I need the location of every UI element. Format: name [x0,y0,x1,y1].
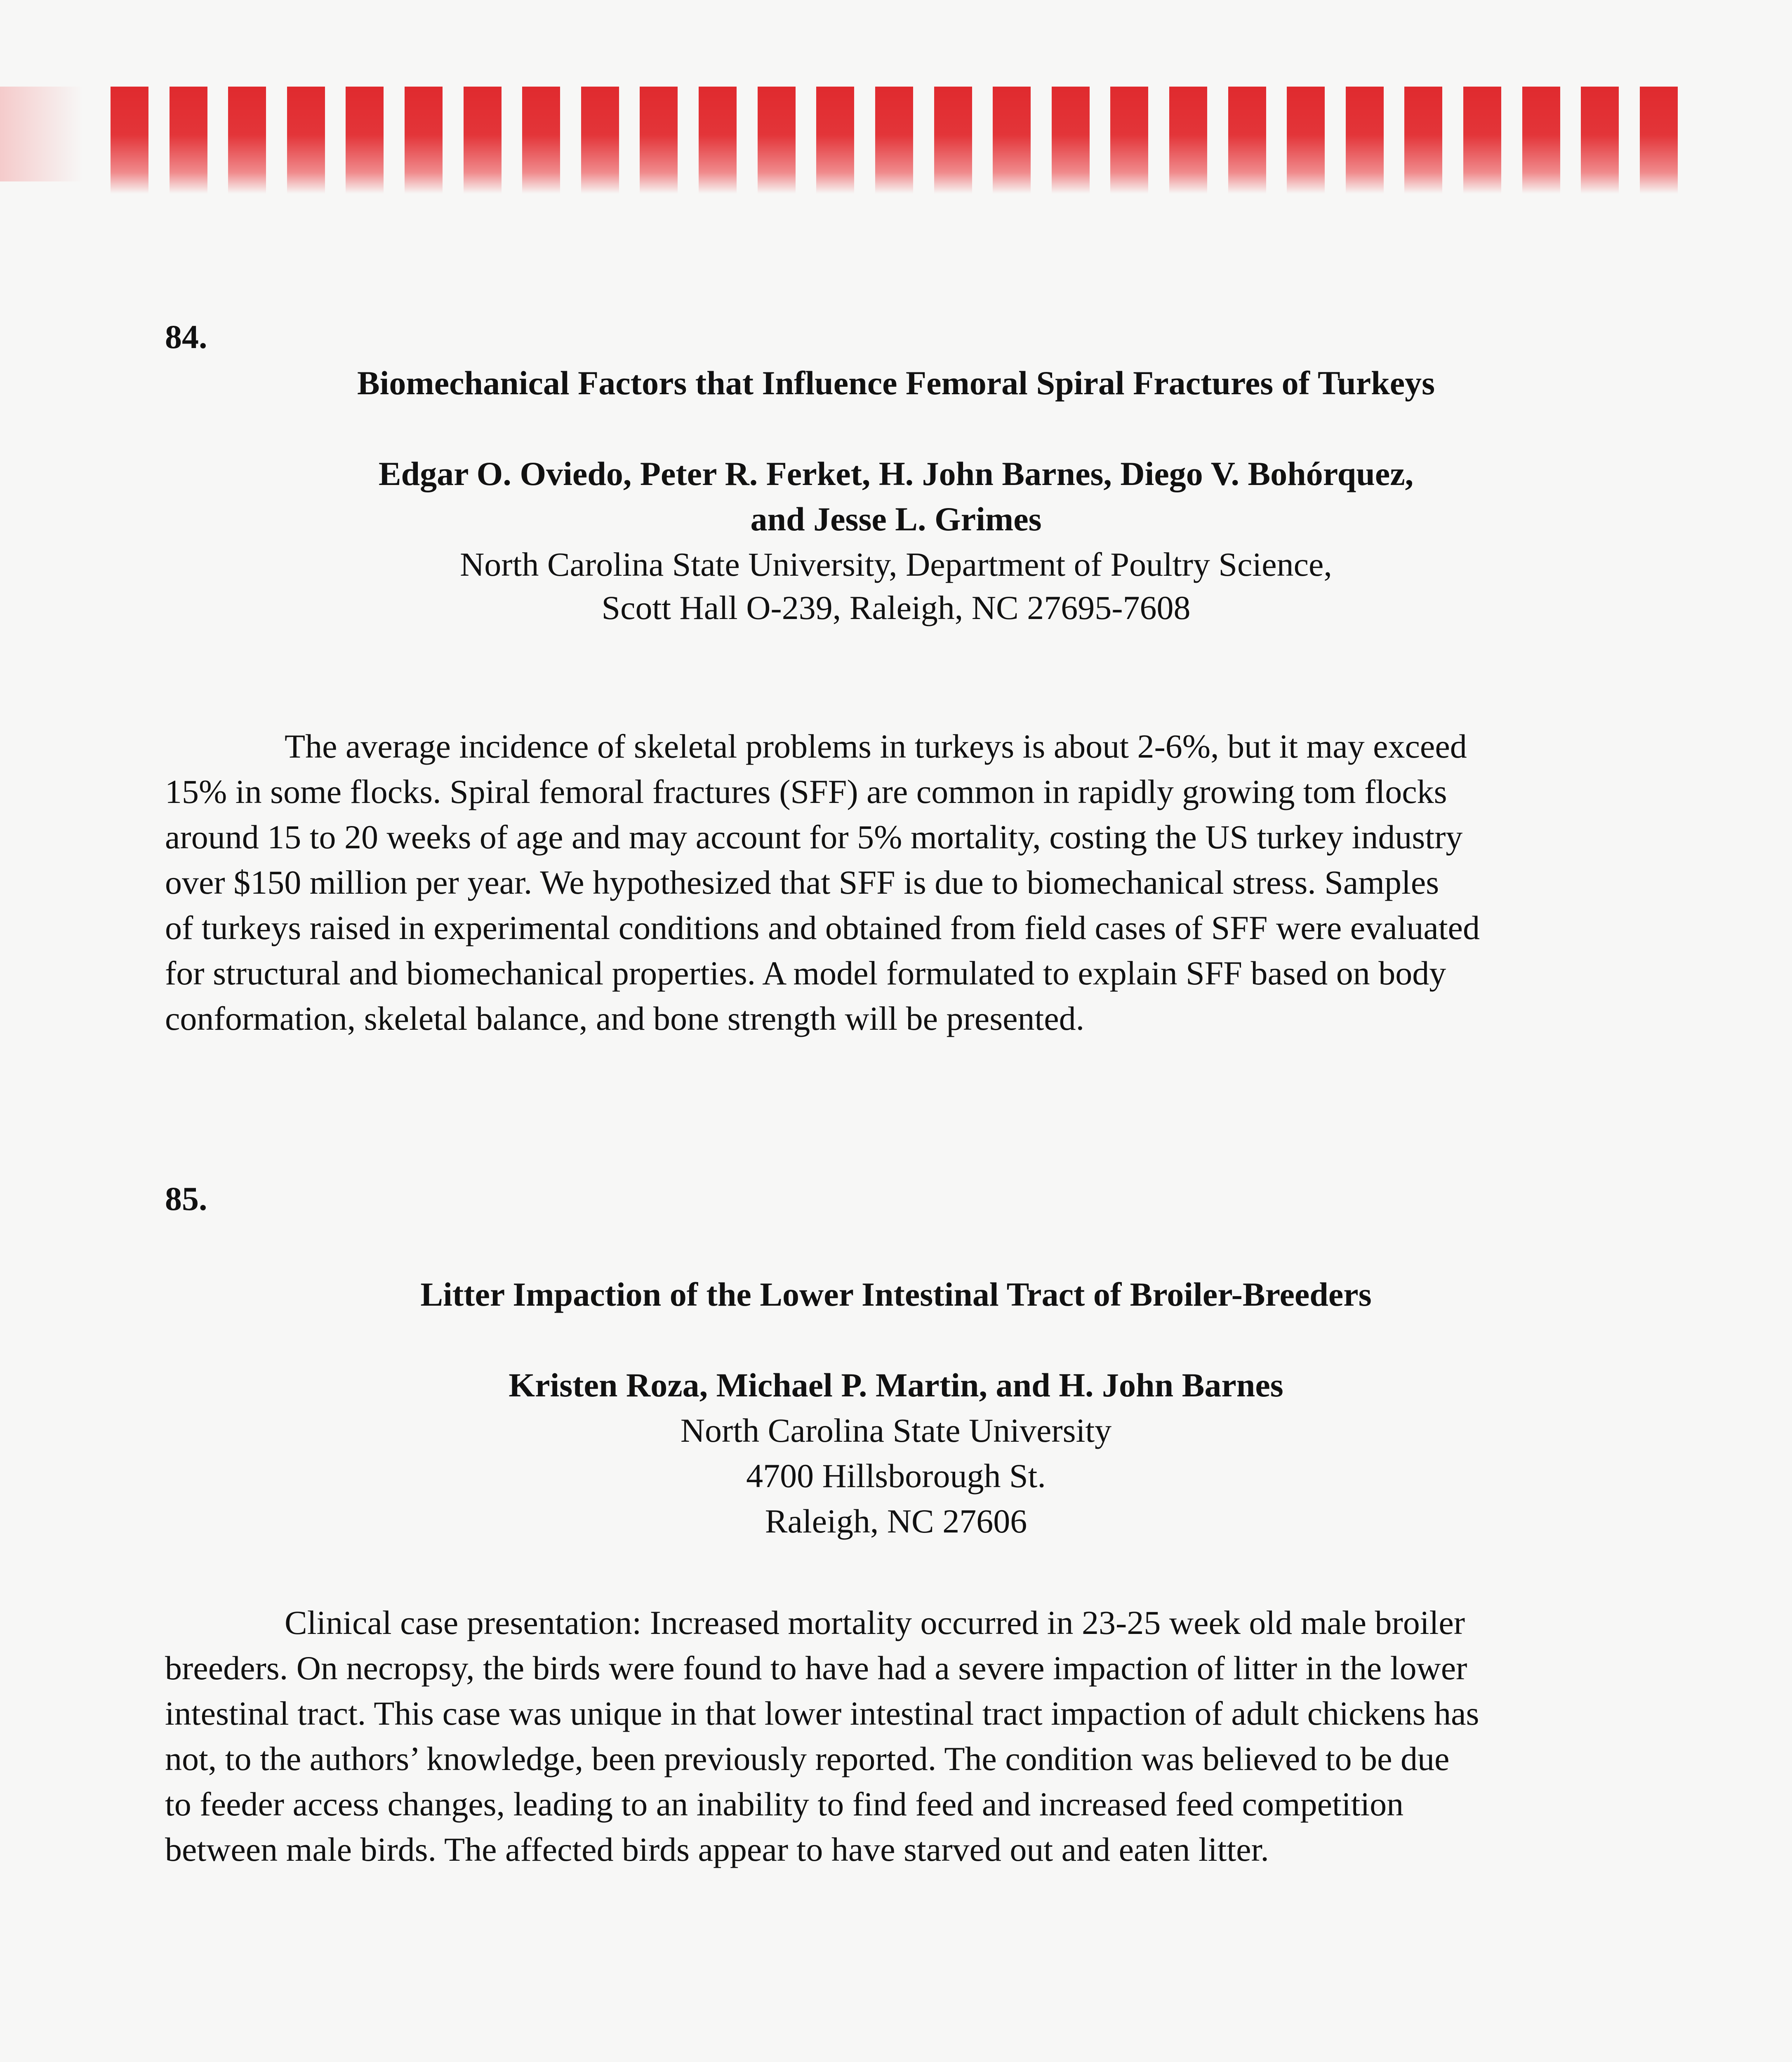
abstract-84-body-line: The average incidence of skeletal problems in turkeys is about 2-6%, but it may exceed [285,727,1467,765]
abstract-84-authors-line-2: and Jesse L. Grimes [750,500,1042,538]
abstract-85-body-line: not, to the authors’ knowledge, been previously reported. The condition was believed to be due [165,1740,1450,1777]
abstract-85-authors: Kristen Roza, Michael P. Martin, and H. John Barnes [509,1366,1283,1404]
banner-stripe [111,87,148,194]
banner-stripe [228,87,266,194]
banner-stripe [875,87,913,194]
abstract-84-body-line: for structural and biomechanical properties. A model formulated to explain SFF based on body [165,954,1446,992]
abstract-84-body-line: over $150 million per year. We hypothesized that SFF is due to biomechanical stress. Samples [165,864,1439,901]
banner-stripe [934,87,972,194]
abstract-84-body-line: of turkeys raised in experimental conditions and obtained from field cases of SFF were evaluated [165,909,1480,946]
banner-fade-decoration [0,87,82,181]
banner-stripe [1110,87,1148,194]
banner-stripe [993,87,1031,194]
abstract-85-body-line: intestinal tract. This case was unique in that lower intestinal tract impaction of adult chickens has [165,1695,1479,1732]
banner-stripe [522,87,560,194]
banner-stripe [1581,87,1619,194]
banner-stripe [1404,87,1442,194]
abstract-84-body-line: 15% in some flocks. Spiral femoral fractures (SFF) are common in rapidly growing tom flocks [165,773,1447,810]
banner-stripe [1287,87,1325,194]
abstract-85-body-line: breeders. On necropsy, the birds were found to have had a severe impaction of litter in the lower [165,1649,1467,1687]
abstract-85-body-line: between male birds. The affected birds appear to have starved out and eaten litter. [165,1831,1269,1868]
banner-stripe [1522,87,1560,194]
abstract-84-number: 84. [165,318,207,355]
abstract-85-affiliation-line-1: North Carolina State University [680,1412,1112,1449]
banner-stripe [346,87,384,194]
abstract-85-body-line: to feeder access changes, leading to an inability to find feed and increased feed competition [165,1785,1404,1823]
abstract-85-number: 85. [165,1180,207,1217]
abstract-84-body-line: conformation, skeletal balance, and bone strength will be presented. [165,1000,1085,1037]
banner-stripe [1640,87,1678,194]
red-stripe-banner [111,87,1678,194]
banner-stripe [287,87,325,194]
abstract-85-body-line: Clinical case presentation: Increased mortality occurred in 23-25 week old male broiler [285,1604,1465,1641]
banner-stripe [699,87,737,194]
abstract-84-affiliation-line-1: North Carolina State University, Department of Poultry Science, [460,546,1332,583]
abstract-84-affiliation-line-2: Scott Hall O-239, Raleigh, NC 27695-7608 [601,589,1191,626]
abstract-85-affiliation-line-3: Raleigh, NC 27606 [765,1502,1027,1540]
banner-stripe [1052,87,1090,194]
banner-stripe [464,87,502,194]
banner-stripe [1169,87,1207,194]
abstract-85-affiliation-line-2: 4700 Hillsborough St. [746,1457,1046,1495]
abstract-85-body [165,1600,1716,1872]
banner-stripe [758,87,796,194]
banner-stripe [816,87,854,194]
abstract-85-title: Litter Impaction of the Lower Intestinal Tract of Broiler-Breeders [420,1276,1372,1313]
abstract-84-body-line: around 15 to 20 weeks of age and may account for 5% mortality, costing the US turkey industry [165,818,1463,856]
banner-stripe [1228,87,1266,194]
banner-stripe [405,87,443,194]
banner-stripe [1346,87,1384,194]
abstract-84-body [165,724,1716,1041]
banner-stripe [170,87,207,194]
banner-stripe [1463,87,1501,194]
abstract-84-title: Biomechanical Factors that Influence Femoral Spiral Fractures of Turkeys [357,364,1435,402]
banner-stripe [581,87,619,194]
banner-stripe [640,87,678,194]
abstract-84-authors-line-1: Edgar O. Oviedo, Peter R. Ferket, H. John Barnes, Diego V. Bohórquez, [378,455,1414,492]
